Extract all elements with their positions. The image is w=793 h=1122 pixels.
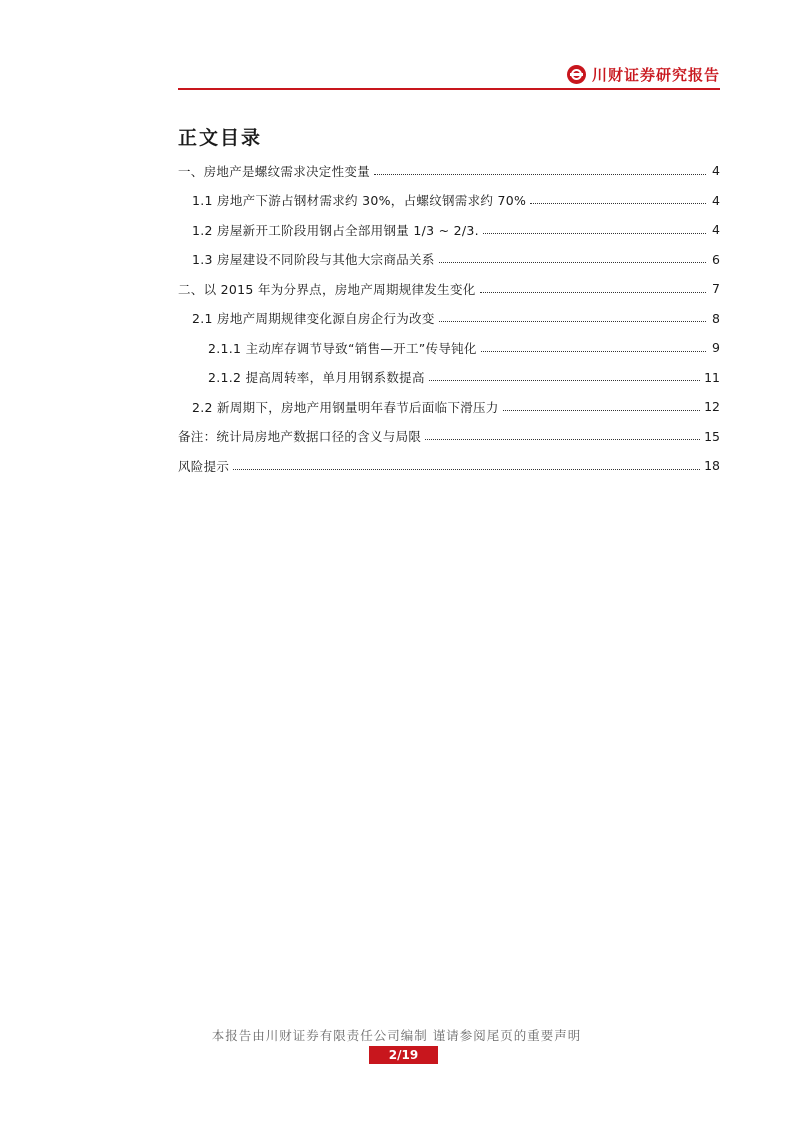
- toc-entry[interactable]: [178, 274, 720, 304]
- toc-entry-text: 1.1 房地产下游占钢材需求约 30%，占螺纹钢需求约 70%: [192, 193, 527, 209]
- toc-entry[interactable]: [178, 304, 720, 334]
- toc-leader: [429, 379, 700, 381]
- brand: [567, 64, 720, 85]
- toc-entry[interactable]: [178, 245, 720, 275]
- brand-name: 川财证券研究报告: [591, 66, 720, 84]
- header-rule: [178, 88, 720, 90]
- toc-entry-text: 1.3 房屋建设不同阶段与其他大宗商品关系: [192, 252, 435, 268]
- toc-entry-text: 一、房地产是螺纹需求决定性变量: [178, 163, 371, 179]
- toc-entry-text: 1.2 房屋新开工阶段用钢占全部用钢量 1/3 ~ 2/3.: [192, 222, 479, 238]
- toc-entry-text: 备注：统计局房地产数据口径的含义与局限: [178, 429, 422, 445]
- toc-leader: [233, 468, 700, 470]
- toc-entry[interactable]: [178, 156, 720, 186]
- toc-page-number: 15: [704, 428, 720, 444]
- toc-page-number: 12: [704, 399, 720, 415]
- toc-leader: [481, 350, 706, 352]
- toc-entry-text: 2.1 房地产周期规律变化源自房企行为改变: [192, 311, 435, 327]
- toc-leader: [439, 261, 706, 263]
- toc-leader: [374, 173, 706, 175]
- page-header: [178, 60, 720, 88]
- page-number-badge: 2/19: [369, 1046, 438, 1064]
- toc-page-number: 7: [712, 281, 720, 297]
- toc-entry-text: 2.2 新周期下，房地产用钢量明年春节后面临下滑压力: [192, 399, 499, 415]
- toc-leader: [480, 291, 706, 293]
- table-of-contents: [178, 156, 720, 481]
- toc-page-number: 6: [712, 251, 720, 267]
- toc-entry-text: 二、以 2015 年为分界点，房地产周期规律发生变化: [178, 281, 476, 297]
- toc-entry[interactable]: [178, 451, 720, 481]
- toc-page-number: 8: [712, 310, 720, 326]
- footer-disclaimer: 本报告由川财证券有限责任公司编制 谨请参阅尾页的重要声明: [211, 1028, 582, 1043]
- toc-leader: [503, 409, 700, 411]
- toc-entry[interactable]: [178, 363, 720, 393]
- toc-leader: [483, 232, 706, 234]
- toc-page-number: 9: [712, 340, 720, 356]
- toc-leader: [439, 320, 706, 322]
- toc-page-number: 4: [712, 192, 720, 208]
- toc-entry[interactable]: [178, 422, 720, 452]
- toc-leader: [425, 438, 700, 440]
- toc-page-number: 4: [712, 163, 720, 179]
- toc-page-number: 18: [704, 458, 720, 474]
- toc-entry[interactable]: [178, 215, 720, 245]
- toc-leader: [530, 202, 706, 204]
- toc-title: 正文目录: [178, 127, 263, 149]
- toc-entry-text: 2.1.1 主动库存调节导致“销售—开工”传导钝化: [208, 340, 477, 356]
- toc-entry[interactable]: [178, 333, 720, 363]
- toc-entry-text: 2.1.2 提高周转率，单月用钢系数提高: [208, 370, 425, 386]
- toc-entry[interactable]: [178, 186, 720, 216]
- company-logo-icon: [567, 65, 586, 84]
- toc-page-number: 11: [704, 369, 720, 385]
- toc-entry-text: 风险提示: [178, 458, 230, 474]
- toc-page-number: 4: [712, 222, 720, 238]
- toc-entry[interactable]: [178, 392, 720, 422]
